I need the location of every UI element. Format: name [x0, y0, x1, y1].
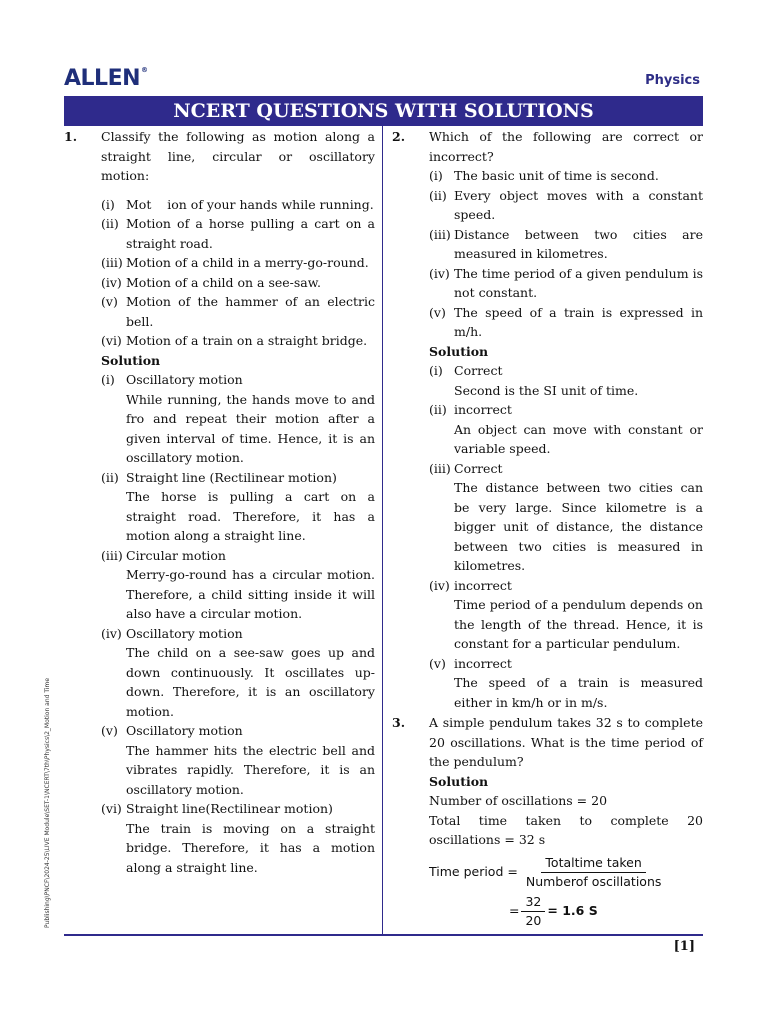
- solution-item: (ii) Straight line (Rectilinear motion): [101, 469, 337, 485]
- option-item: (vi) Motion of a train on a straight bridge.: [101, 333, 368, 348]
- formula-denominator: Numberof oscillations: [525, 873, 662, 889]
- result-fraction: [521, 893, 545, 930]
- subject-label: Physics: [645, 73, 700, 88]
- left-column: [64, 127, 375, 877]
- solution-item: (iii) Correct: [429, 460, 503, 476]
- question-number: 2.: [392, 129, 406, 144]
- question-number: 1.: [64, 129, 78, 144]
- solution-explanation: The hammer hits the electric bell and vibrates rapidly. Therefore, it is an oscillatory motion.: [126, 742, 375, 797]
- question-text: Classify the following as motion along a straight line, circular or oscillatory motion:: [101, 129, 375, 183]
- column-divider: [382, 126, 383, 934]
- solution-explanation: The distance between two cities can be very large. Since kilometre is a bigger unit of distance, the distance between two cities is measured in kilometres.: [454, 480, 703, 573]
- solution-heading: Solution: [101, 352, 161, 368]
- option-item: (iv) The time period of a given pendulum is not constant.: [429, 265, 703, 300]
- formula-lhs: Time period =: [429, 864, 518, 880]
- solution-item: (i) Oscillatory motion: [101, 372, 243, 387]
- allen-logo: ALLEN®: [64, 66, 148, 91]
- question-text: A simple pendulum takes 32 s to complete 20 oscillations. What is the time period of the pendulum?: [429, 715, 703, 769]
- result-denominator: 20: [525, 912, 542, 928]
- solution-item: (iii) Circular motion: [101, 547, 226, 563]
- option-item: (i) The basic unit of time is second.: [429, 168, 659, 183]
- total-time: Total time taken to complete 20 oscillations = 32 s: [429, 812, 703, 847]
- question-2: [392, 127, 703, 712]
- solution-item: (vi) Straight line(Rectilinear motion): [101, 801, 333, 816]
- file-path-note: Publishing\PNCF\2024-25\LIVE Module\SET-1\NCERT\7th\Physics\2_Motion and Time: [44, 677, 51, 928]
- solution-item: (v) incorrect: [429, 655, 512, 671]
- result-numerator: 32: [521, 893, 545, 912]
- solution-explanation: Merry-go-round has a circular motion. Therefore, a child sitting inside it will also have a circular motion.: [126, 567, 375, 621]
- question-text: Which of the following are correct or incorrect?: [429, 129, 703, 164]
- right-column: [392, 127, 703, 930]
- option-item: (v) Motion of the hammer of an electric bell.: [101, 294, 375, 329]
- solution-explanation: The train is moving on a straight bridge. Therefore, it has a motion along a straight line.: [126, 820, 375, 875]
- footer-rule: [64, 934, 703, 936]
- question-number: 3.: [392, 715, 406, 730]
- solution-item: (i) Correct: [429, 363, 503, 378]
- time-period-formula: [429, 854, 703, 891]
- solution-item: (v) Oscillatory motion: [101, 723, 243, 738]
- question-3: [392, 713, 703, 930]
- option-item: (i) Mot ion of your hands while running.: [101, 196, 374, 212]
- result-equals: =: [509, 903, 520, 919]
- page-title: NCERT QUESTIONS WITH SOLUTIONS: [64, 96, 703, 126]
- option-item: (iii) Motion of a child in a merry-go-round.: [101, 255, 369, 270]
- option-item: (iii) Distance between two cities are measured in kilometres.: [429, 226, 703, 261]
- solution-explanation: The speed of a train is measured either in km/h or in m/s.: [454, 675, 703, 710]
- page-number: [1]: [673, 939, 695, 954]
- solution-item: (iv) Oscillatory motion: [101, 625, 243, 641]
- result-value: = 1.6 S: [547, 903, 598, 919]
- result-formula: [509, 893, 703, 930]
- solution-explanation: While running, the hands move to and fro and repeat their motion after a given interval of time. Hence, it is an oscillatory motion.: [126, 391, 375, 465]
- formula-fraction: [522, 854, 666, 891]
- solution-heading: Solution: [429, 343, 489, 359]
- formula-numerator: Totaltime taken: [541, 854, 645, 873]
- solution-item: (ii) incorrect: [429, 402, 512, 417]
- solution-heading: Solution: [429, 773, 489, 789]
- oscillation-count: Number of oscillations = 20: [429, 793, 608, 808]
- question-1: [64, 127, 375, 877]
- option-item: (iv) Motion of a child on a see-saw.: [101, 274, 321, 290]
- option-item: (ii) Motion of a horse pulling a cart on a straight road.: [101, 216, 375, 251]
- solution-explanation: The horse is pulling a cart on a straight road. Therefore, it has a motion along a straight line.: [126, 489, 375, 543]
- solution-explanation: Second is the SI unit of time.: [454, 382, 639, 398]
- solution-explanation: An object can move with constant or variable speed.: [454, 421, 703, 456]
- solution-explanation: Time period of a pendulum depends on the length of the thread. Hence, it is constant for a particular pendulum.: [454, 597, 703, 651]
- option-item: (v) The speed of a train is expressed in m/h.: [429, 304, 703, 339]
- solution-item: (iv) incorrect: [429, 577, 512, 593]
- option-item: (ii) Every object moves with a constant speed.: [429, 187, 703, 222]
- solution-explanation: The child on a see-saw goes up and down continuously. It oscillates up-down. Therefore, it is an oscillatory motion.: [126, 645, 375, 719]
